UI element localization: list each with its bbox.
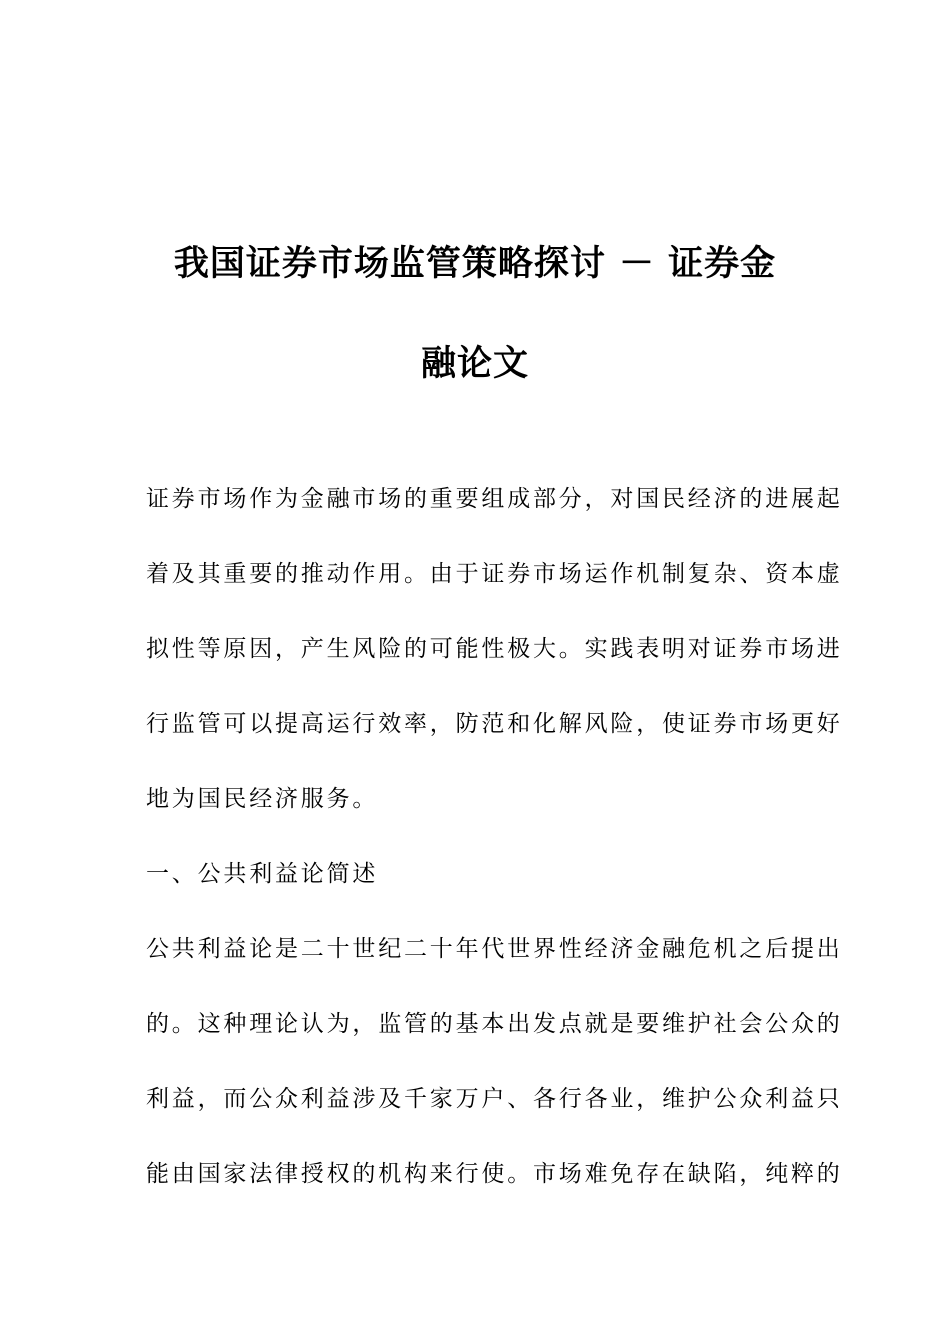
text-line: 拟性等原因，产生风险的可能性极大。实践表明对证券市场进: [146, 636, 843, 662]
text-line: 证券市场作为金融市场的重要组成部分，对国民经济的进展起: [146, 486, 843, 512]
text-line: 行监管可以提高运行效率，防范和化解风险，使证券市场更好: [146, 711, 843, 737]
text-line: 着及其重要的推动作用。由于证券市场运作机制复杂、资本虚: [146, 561, 843, 587]
text-line: 利益，而公众利益涉及千家万户、各行各业，维护公众利益只: [146, 1086, 843, 1112]
title-line: 融论文: [420, 344, 529, 384]
title-line: 我国证券市场监管策略探讨 － 证券金: [173, 244, 777, 284]
text-line: 的。这种理论认为，监管的基本出发点就是要维护社会公众的: [146, 1011, 843, 1037]
section-heading: 一、公共利益论简述: [146, 861, 379, 887]
document-title: [120, 214, 830, 414]
text-line: 公共利益论是二十世纪二十年代世界性经济金融危机之后提出: [146, 936, 843, 962]
text-line: 地为国民经济服务。: [146, 786, 379, 812]
text-line: 能由国家法律授权的机构来行使。市场难免存在缺陷，纯粹的: [146, 1161, 843, 1187]
body-text: [146, 462, 843, 1212]
